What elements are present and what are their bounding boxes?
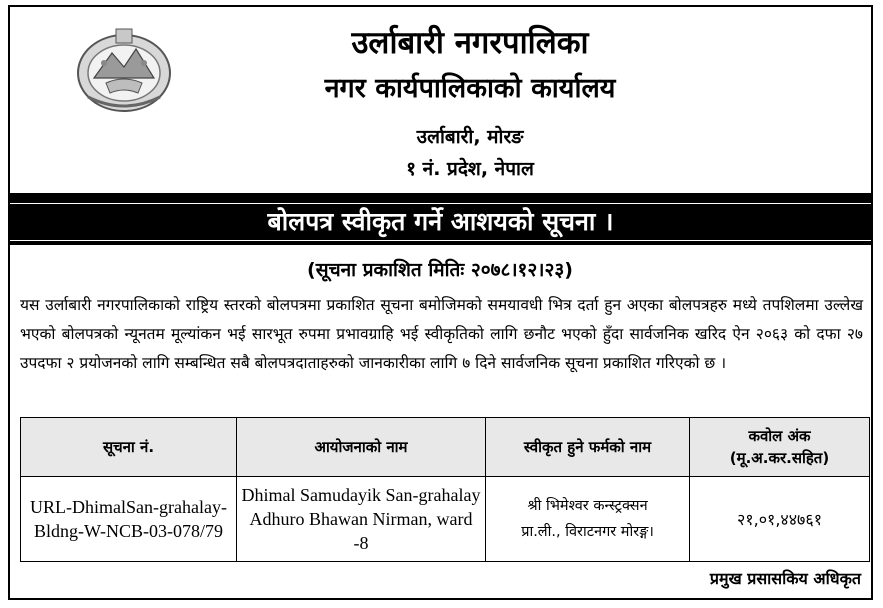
award-table: [20, 417, 870, 562]
header-firm-name: स्वीकृत हुने फर्मको नाम: [486, 418, 690, 477]
office-name: नगर कार्यपालिकाको कार्यालय: [324, 73, 616, 104]
org-name: उर्लाबारी नगरपालिका: [351, 25, 589, 61]
header-project-name: आयोजनाको नाम: [237, 418, 486, 477]
cell-firm-name-line2: प्रा.ली., विराटनगर मोरङ्ग।: [521, 524, 654, 540]
header-notice-no: सूचना नं.: [21, 418, 237, 477]
signatory-title: प्रमुख प्रसासकिय अधिकृत: [709, 569, 861, 588]
notice-title-banner: [10, 193, 871, 245]
notice-body: यस उर्लाबारी नगरपालिकाको राष्ट्रिय स्तरको बोलपत्रमा प्रकाशित सूचना बमोजिमको समयावधी भित्र दर्ता हुन अएका बोलपत्रहरु मध्ये तपशिलमा उल्लेख भएको बोलपत्रको न्यूनतम मूल्यांकन भई सारभूत रुपमा प्रभावग्राहि भई स्वीकृतिको लागि छनौट भएको हुँदा सार्वजनिक खरिद ऐन २०६३ को दफा २७ उपदफा २ प्रयोजनको लागि सम्बन्धित सबै बोलपत्रदाताहरुको जानकारीका लागि ७ दिने सार्वजनिक सूचना प्रकाशित गरिएको छ ।: [20, 296, 863, 372]
cell-project-name: Dhimal Samudayik San-grahalay Adhuro Bhawan Nirman, ward -8: [237, 477, 486, 562]
header-bid-amount-line1: कवोल अंक: [748, 427, 811, 445]
published-date: (सूचना प्रकाशित मितिः २०७८।१२।२३): [307, 259, 573, 281]
nepal-emblem-icon: [74, 23, 174, 115]
notice-title: बोलपत्र स्वीकृत गर्ने आशयको सूचना ।: [10, 203, 871, 241]
header-bid-amount-line2: (मू.अ.कर.सहित): [729, 449, 830, 467]
notice-page: [8, 5, 873, 600]
address-line-2: १ नं. प्रदेश, नेपाल: [406, 158, 534, 180]
cell-firm-name: [486, 477, 690, 562]
cell-firm-name-line1: श्री भिमेश्वर कन्स्ट्रक्सन: [527, 498, 648, 514]
cell-bid-amount: २१,०१,४४७६१: [690, 477, 870, 562]
cell-notice-no: URL-DhimalSan-grahalay-Bldng-W-NCB-03-078/79: [21, 477, 237, 562]
table-header-row: [21, 418, 870, 477]
table-row: [21, 477, 870, 562]
header-bid-amount: [690, 418, 870, 477]
address-line-1: उर्लाबारी, मोरङ: [416, 126, 524, 148]
